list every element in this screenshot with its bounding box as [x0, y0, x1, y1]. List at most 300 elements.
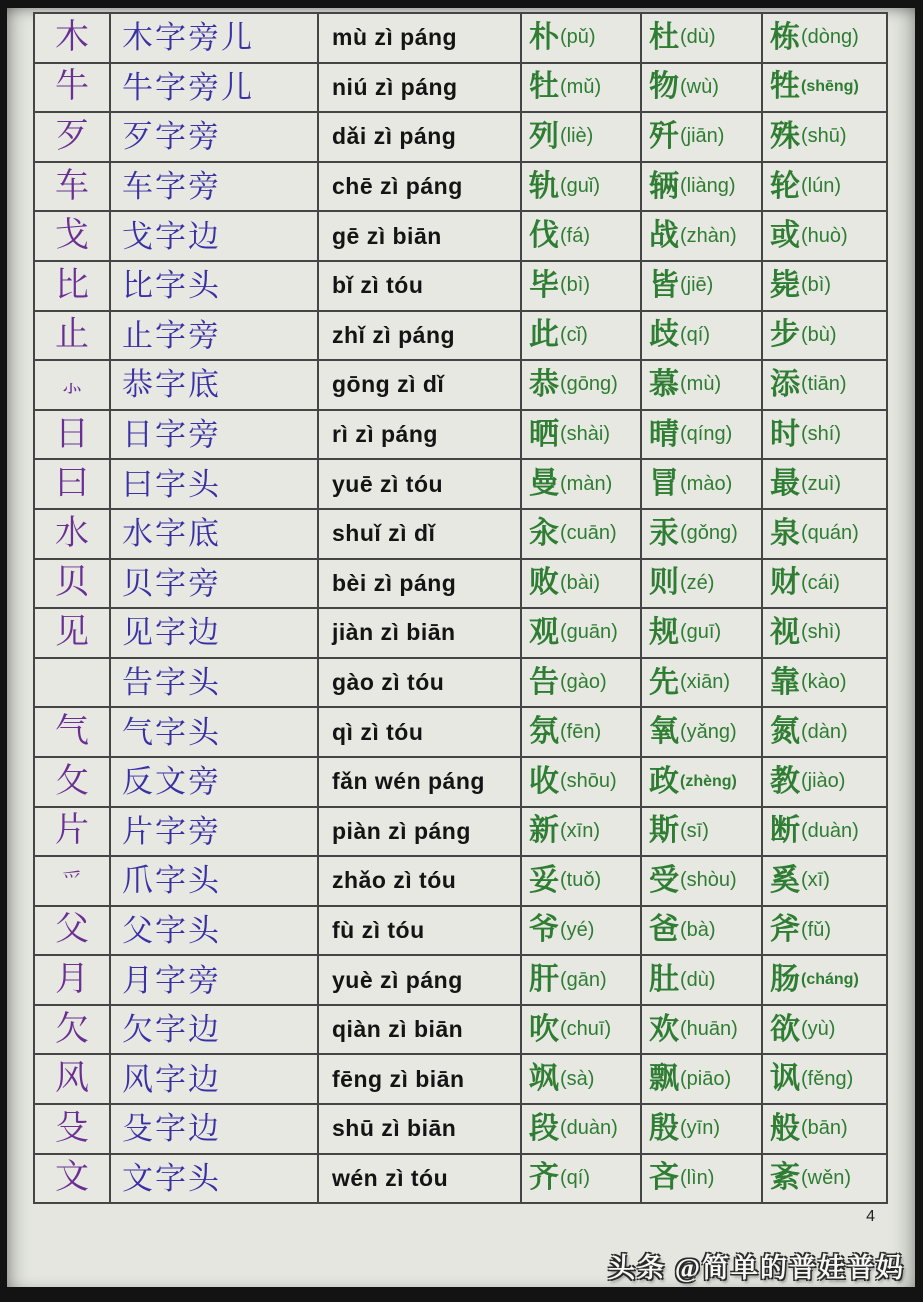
radical-name: 贝字旁: [122, 565, 221, 601]
radical-pinyin: fēng zì biān: [332, 1065, 465, 1092]
example-cell: [522, 1055, 640, 1103]
example-pinyin: (lìn): [680, 1166, 715, 1189]
pinyin-cell: [319, 262, 520, 310]
radical-pinyin: bèi zì páng: [332, 569, 457, 596]
radical-cell: [35, 312, 109, 360]
radical-char: 牛: [55, 68, 89, 106]
radical-name-cell: [111, 857, 317, 905]
pinyin-cell: [319, 361, 520, 409]
example-cell: [763, 708, 886, 756]
radical-char: 见: [55, 613, 89, 651]
example-pinyin: (gào): [560, 671, 607, 694]
example-pinyin: (cǐ): [560, 323, 588, 346]
example-cell: [763, 560, 886, 608]
example-pinyin: (fěng): [801, 1067, 854, 1090]
example-cell: [522, 411, 640, 459]
example-cell: [642, 1006, 761, 1054]
pinyin-cell: [319, 708, 520, 756]
radical-cell: [35, 361, 109, 409]
radical-name: 恭字底: [122, 367, 221, 403]
radical-name-cell: [111, 510, 317, 558]
radical-name-cell: [111, 659, 317, 707]
pinyin-cell: [319, 212, 520, 260]
example-cell: [763, 312, 886, 360]
example-pinyin: (duàn): [560, 1117, 618, 1140]
example-char: 晒: [529, 417, 559, 451]
example-char: 殷: [649, 1111, 679, 1145]
example-cell: [763, 808, 886, 856]
radical-pinyin: yuē zì tóu: [332, 470, 444, 497]
example-cell: [763, 64, 886, 112]
example-char: 肠: [770, 963, 800, 997]
example-cell: [763, 857, 886, 905]
pinyin-cell: [319, 857, 520, 905]
radical-name-cell: [111, 361, 317, 409]
example-pinyin: (shài): [560, 423, 611, 446]
pinyin-cell: [319, 510, 520, 558]
radical-cell: [35, 262, 109, 310]
radical-name-cell: [111, 113, 317, 161]
example-char: 妥: [529, 863, 559, 897]
radical-char: 曰: [55, 465, 89, 503]
radical-cell: [35, 411, 109, 459]
example-char: 爸: [649, 913, 679, 947]
example-char: 氧: [649, 715, 679, 749]
radical-char: 片: [55, 812, 89, 850]
example-char: 斧: [770, 913, 800, 947]
radical-char: 攵: [55, 762, 89, 800]
example-pinyin: (huān): [680, 1018, 738, 1041]
example-cell: [763, 113, 886, 161]
radical-name-cell: [111, 758, 317, 806]
radical-name-cell: [111, 1105, 317, 1153]
example-cell: [642, 113, 761, 161]
radical-name: 风字边: [122, 1061, 221, 1097]
example-cell: [522, 64, 640, 112]
example-pinyin: (gǒng): [680, 522, 738, 545]
example-cell: [522, 1155, 640, 1203]
example-pinyin: (gān): [560, 968, 607, 991]
pinyin-cell: [319, 312, 520, 360]
radical-name-cell: [111, 212, 317, 260]
example-cell: [763, 163, 886, 211]
example-char: 败: [529, 566, 559, 600]
radical-char: 比: [55, 266, 89, 304]
example-char: 歼: [649, 119, 679, 153]
example-char: 受: [649, 863, 679, 897]
radical-pinyin: fù zì tóu: [332, 916, 425, 943]
example-pinyin: (zhèng): [680, 772, 737, 790]
pinyin-cell: [319, 14, 520, 62]
example-pinyin: (tuǒ): [560, 869, 602, 892]
example-pinyin: (shì): [801, 621, 841, 644]
example-char: 飘: [649, 1062, 679, 1096]
example-char: 断: [770, 814, 800, 848]
example-char: 毕: [529, 268, 559, 302]
radical-name: 月字旁: [122, 962, 221, 998]
radical-name-cell: [111, 560, 317, 608]
radical-cell: [35, 1105, 109, 1153]
example-cell: [522, 460, 640, 508]
example-char: 肚: [649, 963, 679, 997]
example-pinyin: (cuān): [560, 522, 617, 545]
example-cell: [642, 212, 761, 260]
example-cell: [642, 1155, 761, 1203]
example-pinyin: (dàn): [801, 720, 848, 743]
example-char: 皆: [649, 268, 679, 302]
example-char: 般: [770, 1111, 800, 1145]
example-char: 歧: [649, 318, 679, 352]
example-cell: [763, 1055, 886, 1103]
example-cell: [642, 609, 761, 657]
radical-name-cell: [111, 163, 317, 211]
radical-char: 水: [55, 514, 89, 552]
example-cell: [763, 956, 886, 1004]
radical-cell: [35, 212, 109, 260]
radical-name-cell: [111, 609, 317, 657]
radical-pinyin: qiàn zì biān: [332, 1016, 464, 1043]
example-pinyin: (piāo): [680, 1067, 732, 1090]
radical-cell: [35, 1006, 109, 1054]
example-pinyin: (guǐ): [560, 175, 601, 198]
example-char: 爷: [529, 913, 559, 947]
example-char: 列: [529, 119, 559, 153]
pinyin-cell: [319, 659, 520, 707]
example-cell: [522, 758, 640, 806]
example-pinyin: (zé): [680, 571, 715, 594]
example-cell: [522, 510, 640, 558]
radical-name: 车字旁: [122, 169, 221, 205]
example-char: 紊: [770, 1161, 800, 1195]
example-pinyin: (gōng): [560, 373, 618, 396]
example-char: 斯: [649, 814, 679, 848]
example-cell: [763, 659, 886, 707]
radical-name-cell: [111, 262, 317, 310]
radical-name: 止字旁: [122, 317, 221, 353]
example-char: 收: [529, 764, 559, 798]
example-cell: [642, 460, 761, 508]
example-cell: [522, 808, 640, 856]
radical-pinyin: qì zì tóu: [332, 718, 424, 745]
example-pinyin: (bì): [560, 274, 590, 297]
radical-name: 牛字旁儿: [122, 69, 254, 105]
example-pinyin: (bà): [680, 918, 716, 941]
radical-pinyin: gē zì biān: [332, 222, 442, 249]
radical-cell: [35, 659, 109, 707]
example-char: 靠: [770, 665, 800, 699]
example-cell: [522, 262, 640, 310]
example-cell: [763, 212, 886, 260]
example-pinyin: (yǎng): [680, 720, 737, 743]
example-cell: [522, 857, 640, 905]
example-pinyin: (mǔ): [560, 75, 602, 98]
example-char: 伐: [529, 219, 559, 253]
radical-char: 戈: [55, 217, 89, 255]
example-cell: [763, 14, 886, 62]
example-pinyin: (cháng): [801, 971, 859, 989]
radical-char: 止: [55, 316, 89, 354]
example-pinyin: (wù): [680, 75, 719, 98]
example-char: 飒: [529, 1062, 559, 1096]
example-char: 添: [770, 367, 800, 401]
example-char: 则: [649, 566, 679, 600]
radical-name-cell: [111, 64, 317, 112]
example-pinyin: (jiē): [680, 274, 714, 297]
example-char: 先: [649, 665, 679, 699]
radical-name: 欠字边: [122, 1012, 221, 1048]
example-cell: [642, 659, 761, 707]
radical-name: 爪字头: [122, 863, 221, 899]
pinyin-cell: [319, 1055, 520, 1103]
radical-name: 告字头: [122, 665, 221, 701]
example-pinyin: (shòu): [680, 869, 737, 892]
radical-pinyin: fǎn wén páng: [332, 768, 485, 795]
example-pinyin: (qíng): [680, 423, 733, 446]
example-char: 告: [529, 665, 559, 699]
example-char: 讽: [770, 1062, 800, 1096]
radical-name: 日字旁: [122, 417, 221, 453]
radical-char: 殳: [55, 1109, 89, 1147]
pinyin-cell: [319, 808, 520, 856]
pinyin-cell: [319, 64, 520, 112]
radical-cell: [35, 956, 109, 1004]
example-pinyin: (tiān): [801, 373, 847, 396]
radical-name-cell: [111, 312, 317, 360]
example-cell: [522, 907, 640, 955]
example-char: 毙: [770, 268, 800, 302]
radical-char: 日: [55, 415, 89, 453]
example-pinyin: (màn): [560, 472, 613, 495]
example-pinyin: (bài): [560, 571, 601, 594]
example-char: 慕: [649, 367, 679, 401]
radical-cell: [35, 64, 109, 112]
radical-pinyin: jiàn zì biān: [332, 619, 456, 646]
example-pinyin: (qí): [560, 1166, 590, 1189]
radical-char: 风: [55, 1060, 89, 1098]
example-char: 最: [770, 467, 800, 501]
example-pinyin: (wěn): [801, 1166, 852, 1189]
example-char: 轮: [770, 169, 800, 203]
example-cell: [763, 1155, 886, 1203]
radical-name: 木字旁儿: [122, 20, 254, 56]
example-cell: [522, 212, 640, 260]
example-pinyin: (fá): [560, 224, 590, 247]
example-cell: [522, 113, 640, 161]
radical-name-cell: [111, 460, 317, 508]
radical-cell: [35, 708, 109, 756]
watermark: 头条 @简单的普娃普妈: [608, 1253, 905, 1283]
radical-name-cell: [111, 808, 317, 856]
example-pinyin: (kào): [801, 671, 847, 694]
example-pinyin: (duàn): [801, 819, 859, 842]
radical-char: 气: [55, 713, 89, 751]
example-char: 教: [770, 764, 800, 798]
radical-pinyin: dǎi zì páng: [332, 123, 457, 150]
example-cell: [522, 609, 640, 657]
example-pinyin: (mù): [680, 373, 722, 396]
example-char: 政: [649, 764, 679, 798]
example-char: 齐: [529, 1161, 559, 1195]
example-char: 战: [649, 219, 679, 253]
radical-name-cell: [111, 1055, 317, 1103]
example-cell: [763, 609, 886, 657]
radical-pinyin: mù zì páng: [332, 24, 458, 51]
example-char: 杜: [649, 20, 679, 54]
radical-cell: [35, 609, 109, 657]
example-pinyin: (yīn): [680, 1117, 720, 1140]
example-pinyin: (yé): [560, 918, 595, 941]
pinyin-cell: [319, 907, 520, 955]
radical-pinyin: shuǐ zì dǐ: [332, 520, 436, 547]
example-pinyin: (qí): [680, 323, 710, 346]
example-pinyin: (fēn): [560, 720, 602, 743]
example-pinyin: (yù): [801, 1018, 836, 1041]
example-cell: [522, 163, 640, 211]
radical-cell: [35, 510, 109, 558]
example-cell: [763, 411, 886, 459]
pinyin-cell: [319, 560, 520, 608]
radical-cell: [35, 163, 109, 211]
example-char: 奚: [770, 863, 800, 897]
radical-char: 月: [55, 961, 89, 999]
example-char: 泉: [770, 516, 800, 550]
example-cell: [642, 14, 761, 62]
example-cell: [642, 857, 761, 905]
example-pinyin: (quán): [801, 522, 859, 545]
example-pinyin: (zhàn): [680, 224, 737, 247]
pinyin-cell: [319, 411, 520, 459]
example-cell: [522, 659, 640, 707]
example-pinyin: (dù): [680, 968, 716, 991]
example-char: 辆: [649, 169, 679, 203]
example-char: 或: [770, 219, 800, 253]
example-cell: [642, 411, 761, 459]
pinyin-cell: [319, 956, 520, 1004]
radical-char: 木: [55, 18, 89, 56]
radical-char: 车: [55, 167, 89, 205]
radical-table: [33, 12, 888, 1204]
example-char: 规: [649, 615, 679, 649]
radical-pinyin: niú zì páng: [332, 73, 458, 100]
example-char: 轨: [529, 169, 559, 203]
example-cell: [522, 14, 640, 62]
example-char: 殊: [770, 119, 800, 153]
example-pinyin: (jiào): [801, 770, 846, 793]
radical-name-cell: [111, 14, 317, 62]
example-char: 段: [529, 1111, 559, 1145]
example-pinyin: (huò): [801, 224, 848, 247]
radical-pinyin: wén zì tóu: [332, 1164, 449, 1191]
radical-name-cell: [111, 1155, 317, 1203]
radical-pinyin: gōng zì dǐ: [332, 371, 445, 398]
example-cell: [763, 907, 886, 955]
radical-cell: [35, 808, 109, 856]
example-pinyin: (guān): [560, 621, 618, 644]
radical-pinyin: zhǐ zì páng: [332, 321, 456, 348]
radical-name: 曰字头: [122, 466, 221, 502]
example-cell: [642, 163, 761, 211]
radical-name: 歹字旁: [122, 119, 221, 155]
example-cell: [763, 1105, 886, 1153]
radical-name-cell: [111, 411, 317, 459]
example-cell: [642, 312, 761, 360]
example-pinyin: (xī): [801, 869, 830, 892]
pinyin-cell: [319, 609, 520, 657]
pinyin-cell: [319, 113, 520, 161]
example-char: 吹: [529, 1012, 559, 1046]
radical-char: 欠: [55, 1010, 89, 1048]
example-cell: [642, 510, 761, 558]
radical-pinyin: shū zì biān: [332, 1115, 457, 1142]
radical-name: 戈字边: [122, 218, 221, 254]
example-char: 牡: [529, 70, 559, 104]
example-cell: [642, 808, 761, 856]
pinyin-cell: [319, 758, 520, 806]
radical-cell: [35, 560, 109, 608]
example-pinyin: (bù): [801, 323, 837, 346]
example-char: 步: [770, 318, 800, 352]
radical-name: 反文旁: [122, 764, 221, 800]
radical-name: 片字旁: [122, 813, 221, 849]
example-pinyin: (fǔ): [801, 918, 831, 941]
example-char: 牲: [770, 70, 800, 104]
radical-name-cell: [111, 956, 317, 1004]
example-cell: [522, 1105, 640, 1153]
radical-char: ⺗: [60, 371, 83, 397]
radical-pinyin: yuè zì páng: [332, 966, 463, 993]
example-pinyin: (sī): [680, 819, 709, 842]
example-char: 新: [529, 814, 559, 848]
radical-pinyin: zhǎo zì tóu: [332, 867, 457, 894]
radical-pinyin: piàn zì páng: [332, 817, 471, 844]
example-pinyin: (sà): [560, 1067, 595, 1090]
example-cell: [522, 560, 640, 608]
example-cell: [642, 361, 761, 409]
example-pinyin: (zuì): [801, 472, 841, 495]
example-cell: [642, 262, 761, 310]
radical-name: 比字头: [122, 268, 221, 304]
example-pinyin: (shēng): [801, 78, 859, 96]
example-char: 氛: [529, 715, 559, 749]
example-cell: [763, 1006, 886, 1054]
radical-char: 父: [55, 911, 89, 949]
example-cell: [763, 758, 886, 806]
radical-name: 气字头: [122, 714, 221, 750]
example-pinyin: (bān): [801, 1117, 848, 1140]
example-cell: [522, 708, 640, 756]
example-pinyin: (shōu): [560, 770, 617, 793]
radical-name: 父字头: [122, 912, 221, 948]
example-cell: [642, 758, 761, 806]
radical-cell: [35, 1055, 109, 1103]
example-char: 物: [649, 70, 679, 104]
example-cell: [763, 460, 886, 508]
example-char: 曼: [529, 467, 559, 501]
radical-char: 歹: [55, 117, 89, 155]
example-pinyin: (chuī): [560, 1018, 612, 1041]
example-char: 汆: [529, 516, 559, 550]
example-char: 观: [529, 615, 559, 649]
example-pinyin: (jiān): [680, 125, 725, 148]
example-char: 财: [770, 566, 800, 600]
example-cell: [763, 510, 886, 558]
example-cell: [522, 956, 640, 1004]
example-cell: [642, 708, 761, 756]
radical-pinyin: rì zì páng: [332, 421, 438, 448]
worksheet-page: [7, 8, 915, 1287]
example-char: 朴: [529, 20, 559, 54]
example-cell: [642, 64, 761, 112]
